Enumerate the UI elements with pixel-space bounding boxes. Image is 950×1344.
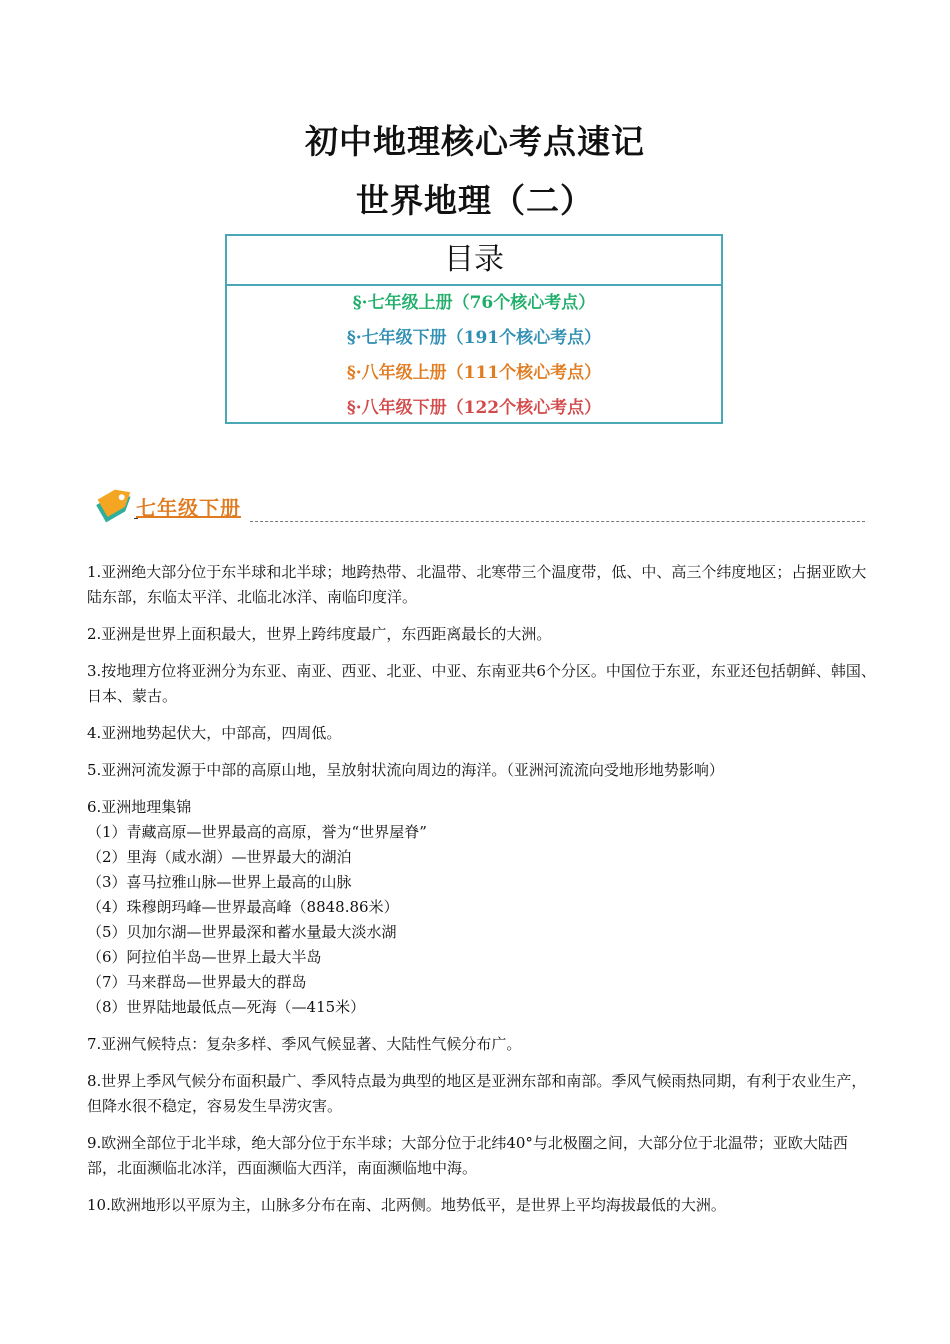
point-7: 7.亚洲气候特点：复杂多样、季风气候显著、大陆性气候分布广。 (87, 1035, 522, 1053)
point-3: 3.按地理方位将亚洲分为东亚、南亚、西亚、北亚、中亚、东南亚共6个分区。中国位于东亚，东亚还包括朝鲜、韩国、日本、蒙古。 (87, 662, 876, 705)
point-6 (87, 795, 877, 1020)
list-item: （2）里海（咸水湖）—世界最大的湖泊 (87, 848, 352, 866)
table-of-contents (225, 234, 723, 424)
toc-list (227, 286, 721, 426)
section-divider (250, 521, 865, 522)
list-item: （1）青藏高原—世界最高的高原，誉为“世界屋脊” (87, 823, 427, 841)
list-item: （6）阿拉伯半岛—世界上最大半岛 (87, 948, 322, 966)
document-title: 初中地理核心考点速记 (305, 122, 645, 161)
section-title: 七年级下册 (136, 496, 241, 520)
point-10: 10.欧洲地形以平原为主，山脉多分布在南、北两侧。地势低平，是世界上平均海拔最低的大洲。 (87, 1196, 726, 1214)
toc-item-grade7-vol1[interactable]: §·七年级上册（76个核心考点） (352, 293, 596, 313)
tag-icon (90, 480, 138, 528)
toc-item-grade8-vol2[interactable]: §·八年级下册（122个核心考点） (346, 398, 602, 418)
point-6-title: 6.亚洲地理集锦 (87, 798, 192, 816)
toc-item-grade7-vol2[interactable]: §·七年级下册（191个核心考点） (346, 328, 602, 348)
point-4: 4.亚洲地势起伏大，中部高，四周低。 (87, 724, 342, 742)
toc-item-grade8-vol1[interactable]: §·八年级上册（111个核心考点） (346, 363, 602, 383)
point-9: 9.欧洲全部位于北半球，绝大部分位于东半球；大部分位于北纬40°与北极圈之间，大部分位于北温带；亚欧大陆西部，北面濒临北冰洋，西面濒临大西洋，南面濒临地中海。 (87, 1134, 848, 1177)
document-subtitle: 世界地理（二） (356, 181, 594, 220)
point-8: 8.世界上季风气候分布面积最广、季风特点最为典型的地区是亚洲东部和南部。季风气候雨热同期，有利于农业生产，但降水很不稳定，容易发生旱涝灾害。 (87, 1072, 867, 1115)
point-1: 1.亚洲绝大部分位于东半球和北半球；地跨热带、北温带、北寒带三个温度带，低、中、高三个纬度地区；占据亚欧大陆东部，东临太平洋、北临北冰洋、南临印度洋。 (87, 563, 867, 606)
toc-heading: 目录 (227, 236, 721, 286)
point-2: 2.亚洲是世界上面积最大，世界上跨纬度最广，东西距离最长的大洲。 (87, 625, 552, 643)
list-item: （8）世界陆地最低点—死海（—415米） (87, 998, 366, 1016)
list-item: （5）贝加尔湖—世界最深和蓄水量最大淡水湖 (87, 923, 397, 941)
section-header (90, 480, 865, 530)
list-item: （7）马来群岛—世界最大的群岛 (87, 973, 307, 991)
content-body (87, 560, 877, 1230)
list-item: （3）喜马拉雅山脉—世界上最高的山脉 (87, 873, 352, 891)
list-item: （4）珠穆朗玛峰—世界最高峰（8848.86米） (87, 898, 399, 916)
point-5: 5.亚洲河流发源于中部的高原山地，呈放射状流向周边的海洋。（亚洲河流流向受地形地势影响） (87, 761, 724, 779)
